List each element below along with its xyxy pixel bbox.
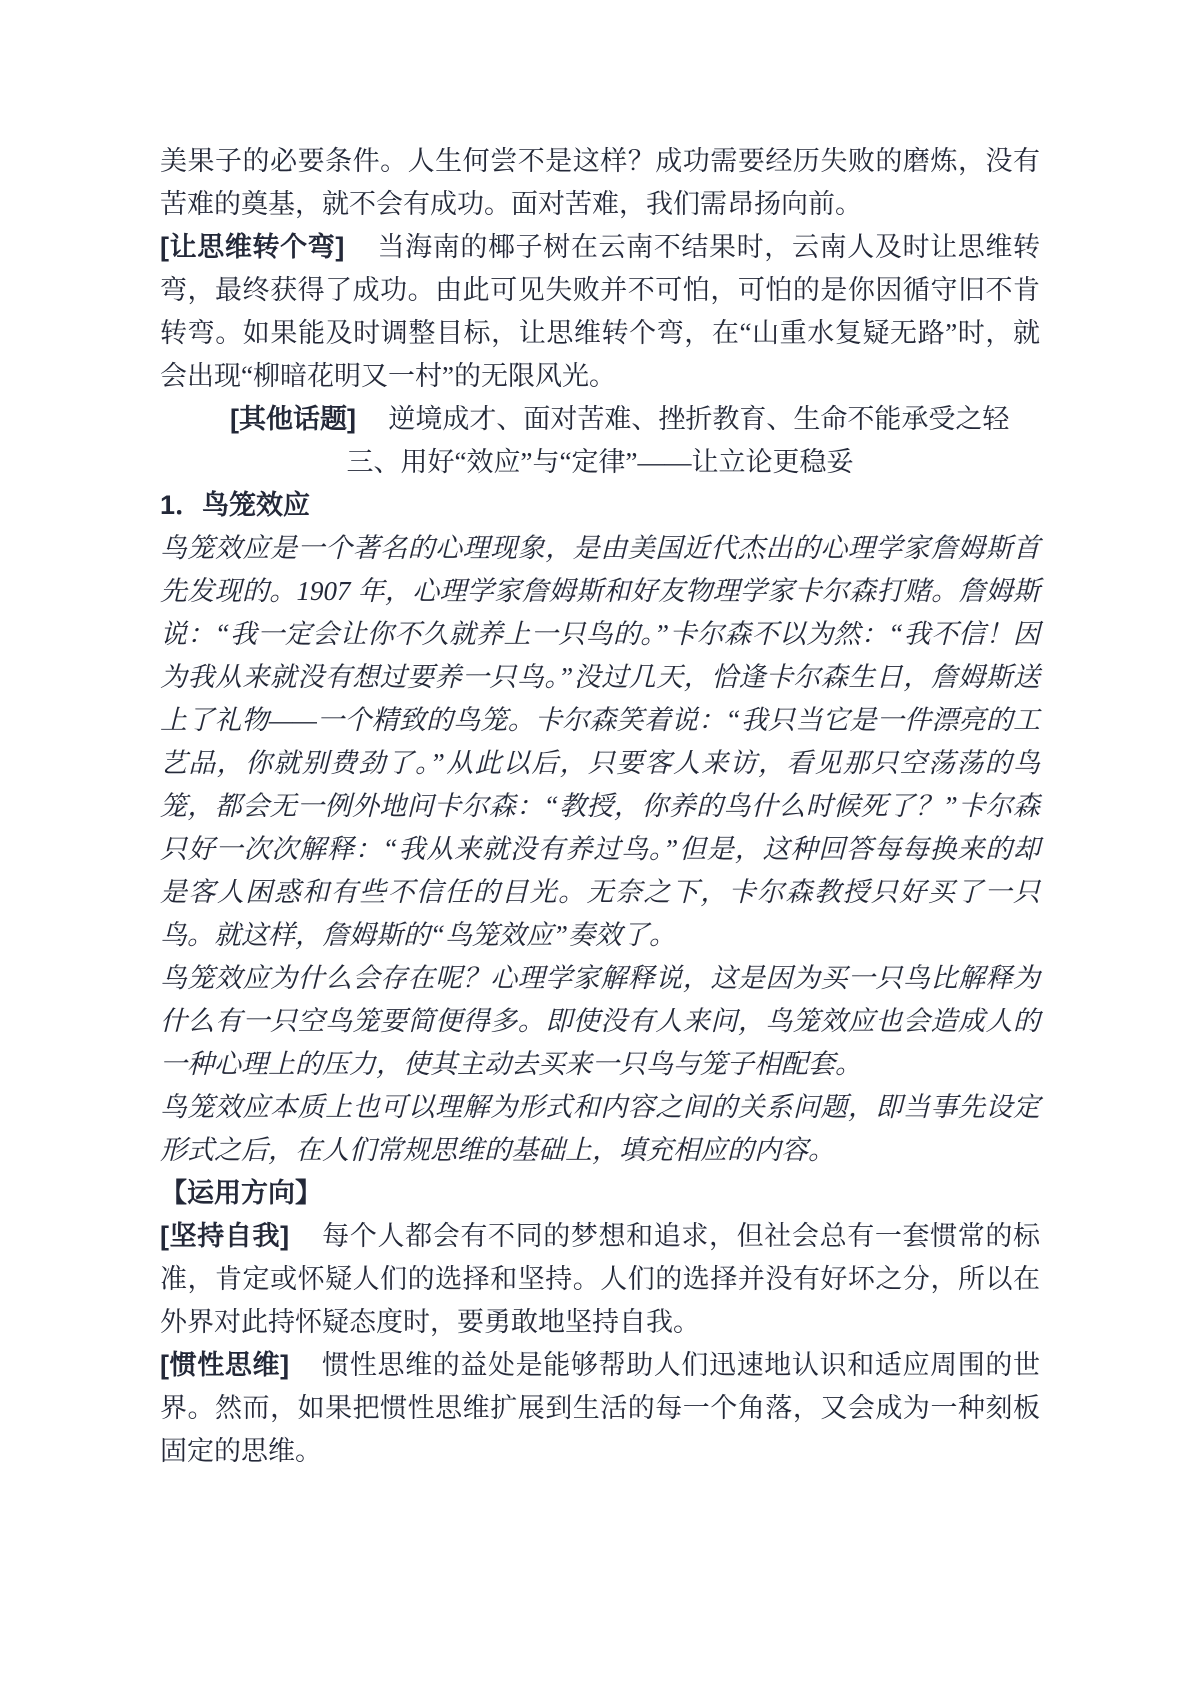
section-heading: 三、用好“效应”与“定律”——让立论更稳妥 xyxy=(346,447,854,477)
usage-direction-heading: 【运用方向】 xyxy=(160,1178,322,1208)
paragraph-inertial-thinking xyxy=(160,1344,1040,1473)
paragraph-birdcage-essence: 鸟笼效应本质上也可以理解为形式和内容之间的关系问题，即当事先设定形式之后，在人们常规思维的基础上，填充相应的内容。 xyxy=(160,1092,1040,1165)
paragraph-birdcage-why: 鸟笼效应为什么会存在呢？心理学家解释说，这是因为买一只鸟比解释为什么有一只空鸟笼要简便得多。即使没有人来问，鸟笼效应也会造成人的一种心理上的压力，使其主动去买来一只鸟与笼子相配套。 xyxy=(160,963,1040,1079)
inertial-thinking-label: [惯性思维] xyxy=(160,1350,290,1380)
paragraph-birdcage-story: 鸟笼效应是一个著名的心理现象，是由美国近代杰出的心理学家詹姆斯首先发现的。1907 年，心理学家詹姆斯和好友物理学家卡尔森打赌。詹姆斯说：“我一定会让你不久就养上一只鸟的。”卡尔森不以为然：“我不信！因为我从来就没有想过要养一只鸟。”没过几天，恰逢卡尔森生日，詹姆斯送上了礼物——一个精致的鸟笼。卡尔森笑着说：“我只当它是一件漂亮的工艺品，你就别费劲了。”从此以后，只要客人来访，看见那只空荡荡的鸟笼，都会无一例外地问卡尔森：“教授，你养的鸟什么时候死了？”卡尔森只好一次次解释：“我从来就没有养过鸟。”但是，这种回答每每换来的却是客人困惑和有些不信任的目光。无奈之下，卡尔森教授只好买了一只鸟。就这样，詹姆斯的“鸟笼效应”奏效了。 xyxy=(160,533,1040,950)
other-topics-label: [其他话题] xyxy=(230,404,356,434)
paragraph-turn-thinking xyxy=(160,226,1040,398)
subsection-heading: 1．鸟笼效应 xyxy=(160,490,311,520)
paragraph-self-persistence xyxy=(160,1215,1040,1344)
turn-thinking-label: [让思维转个弯] xyxy=(160,232,345,262)
paragraph-carryover: 美果子的必要条件。人生何尝不是这样？成功需要经历失败的磨炼，没有苦难的奠基，就不会有成功。面对苦难，我们需昂扬向前。 xyxy=(160,146,1040,219)
self-persistence-label: [坚持自我] xyxy=(160,1221,290,1251)
self-persistence-text: 每个人都会有不同的梦想和追求，但社会总有一套惯常的标准，肯定或怀疑人们的选择和坚持。人们的选择并没有好坏之分，所以在外界对此持怀疑态度时，要勇敢地坚持自我。 xyxy=(160,1221,1041,1337)
paragraph-other-topics xyxy=(160,398,1040,441)
inertial-thinking-text: 惯性思维的益处是能够帮助人们迅速地认识和适应周围的世界。然而，如果把惯性思维扩展到生活的每一个角落，又会成为一种刻板固定的思维。 xyxy=(160,1350,1041,1466)
other-topics-text: 逆境成才、面对苦难、挫折教育、生命不能承受之轻 xyxy=(388,404,1010,434)
turn-thinking-text: 当海南的椰子树在云南不结果时，云南人及时让思维转弯，最终获得了成功。由此可见失败并不可怕，可怕的是你因循守旧不肯转弯。如果能及时调整目标，让思维转个弯，在“山重水复疑无路”时，就会出现“柳暗花明又一村”的无限风光。 xyxy=(160,232,1041,391)
